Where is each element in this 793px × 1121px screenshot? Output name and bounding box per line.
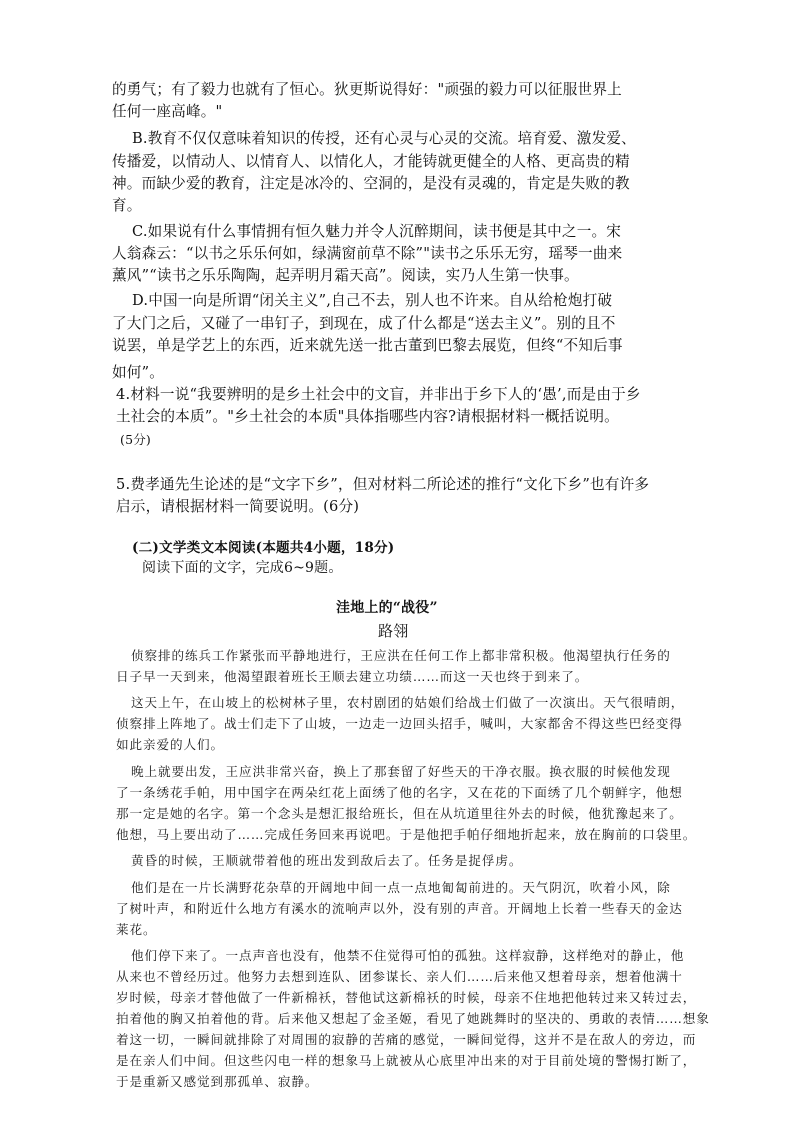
story-p6-line-7: 于是重新又感觉到那孤单、寂静。 bbox=[116, 1074, 319, 1089]
option-b-line-4: 育。 bbox=[112, 197, 142, 214]
section-instruction: 阅读下面的文字，完成6~9题。 bbox=[142, 560, 343, 576]
option-c-line-2: 人翁森云：“以书之乐乐何如，绿满窗前草不除”"读书之乐乐无穷，瑶琴一曲来 bbox=[112, 245, 623, 262]
story-p2-line-3: 如此亲爱的人们。 bbox=[116, 737, 224, 752]
story-p4-line-1: 黄昏的时候，王顺就带着他的班出发到敌后去了。任务是捉俘虏。 bbox=[131, 853, 523, 868]
story-p5-line-2: 了树叶声，和附近什么地方有溪水的流响声以外，没有别的声音。开阔地上长着一些春天的金达 bbox=[116, 901, 683, 916]
story-p5-line-3: 莱花。 bbox=[116, 922, 157, 937]
option-d-line-1: D.中国一向是所谓“闭关主义”,自己不去，别人也不许来。自从给枪炮打破 bbox=[132, 292, 613, 309]
story-p6-line-1: 他们停下来了。一点声音也没有，他禁不住觉得可怕的孤独。这样寂静，这样绝对的静止，他 bbox=[131, 948, 685, 963]
story-p1-line-2: 日子早一天到来，他渴望跟着班长王顺去建立功绩……而这一天也终于到来了。 bbox=[116, 669, 589, 684]
story-p3-line-4: 他想，马上要出动了……完成任务回来再说吧。于是他把手帕仔细地折起来，放在胸前的口袋里。 bbox=[116, 827, 697, 842]
option-c-line-3: 薰风”“读书之乐乐陶陶，起弄明月霜天高”。阅读，实乃人生第一快事。 bbox=[112, 267, 579, 284]
question-4-line-2: 土社会的本质”。"乡土社会的本质"具体指哪些内容?请根据材料一概括说明。 bbox=[116, 408, 619, 425]
option-d-line-2: 了大门之后，又碰了一串钉子，到现在，成了什么都是“送去主义”。别的且不 bbox=[112, 315, 616, 332]
story-p6-line-5: 着这一切，一瞬间就排除了对周围的寂静的苦痛的感觉，一瞬间觉得，这并不是在敌人的旁边，而 bbox=[116, 1032, 697, 1047]
story-p3-line-3: 那一定是她的名字。第一个念头是想汇报给班长，但在从坑道里往外去的时候，他犹豫起来了。 bbox=[116, 806, 683, 821]
option-b-line-1: B.教育不仅仅意味着知识的传授，还有心灵与心灵的交流。培育爱、激发爱、 bbox=[132, 130, 636, 147]
story-p6-line-6: 是在亲人们中间。但这些闪电一样的想象马上就被从心底里冲出来的对于目前处境的警惕打断了， bbox=[116, 1053, 697, 1068]
section-heading: (二)文学类文本阅读(本题共4小题，18分) bbox=[132, 540, 395, 556]
story-author: 路翎 bbox=[378, 622, 409, 640]
option-c-line-1: C.如果说有什么事情拥有恒久魅力并令人沉醉期间，读书便是其中之一。宋 bbox=[132, 223, 622, 240]
option-d-line-4: 如何”。 bbox=[112, 364, 165, 381]
story-title: 洼地上的“战役” bbox=[336, 600, 438, 616]
option-b-line-3: 神。而缺少爱的教育，注定是冰冷的、空洞的，是没有灵魂的，肯定是失败的教 bbox=[112, 175, 630, 192]
story-p6-line-3: 岁时候，母亲才替他做了一件新棉袄，替他试这新棉袄的时候，母亲不住地把他转过来又转过去， bbox=[116, 990, 697, 1005]
story-p3-line-1: 晚上就要出发，王应洪非常兴奋，换上了那套留了好些天的干净衣服。换衣服的时候他发现 bbox=[131, 764, 671, 779]
option-d-line-3: 说罢，单是学艺上的东西，近来就先送一批古董到巴黎去展览，但终“不知后事 bbox=[112, 337, 623, 354]
story-p6-line-2: 从来也不曾经历过。他努力去想到连队、团参谋长、亲人们……后来他又想着母亲，想着他满十 bbox=[116, 969, 683, 984]
story-p5-line-1: 他们是在一片长满野花杂草的开阔地中间一点一点地匍匐前进的。天气阴沉，吹着小风，除 bbox=[131, 880, 671, 895]
question-4-line-1: 4.材料一说“我要辨明的是乡土社会中的文盲，并非出于乡下人的‘愚’,而是由于乡 bbox=[116, 386, 641, 403]
story-p6-line-4: 拍着他的胸又拍着他的背。后来他又想起了金圣姬，看见了她跳舞时的坚决的、勇敢的表情……想象 bbox=[116, 1011, 710, 1026]
question-5-line-2: 启示，请根据材料一简要说明。(6分) bbox=[116, 498, 360, 515]
story-p3-line-2: 了一条绣花手帕，用中国字在两朵红花上面绣了他的名字，又在花的下面绣了几个朝鲜字，他想 bbox=[116, 785, 683, 800]
question-5-line-1: 5.费孝通先生论述的是“文字下乡”，但对材料二所论述的推行“文化下乡”也有许多 bbox=[116, 476, 650, 493]
option-a-line-1: 的勇气；有了毅力也就有了恒心。狄更斯说得好："顽强的毅力可以征服世界上 bbox=[112, 81, 622, 98]
story-p2-line-2: 侦察排上阵地了。战士们走下了山坡，一边走一边回头招手，喊叫，大家都舍不得这些巴经变得 bbox=[116, 716, 683, 731]
option-a-line-2: 任何一座高峰。" bbox=[112, 103, 223, 120]
option-b-line-2: 传播爱，以情动人、以情育人、以情化人，才能铸就更健全的人格、更高贵的精 bbox=[112, 153, 630, 170]
question-4-points: (5分) bbox=[120, 432, 152, 447]
story-p1-line-1: 侦察排的练兵工作紧张而平静地进行，王应洪在任何工作上都非常积极。他渴望执行任务的 bbox=[131, 648, 671, 663]
story-p2-line-1: 这天上午，在山坡上的松树林子里，农村剧团的姑娘们给战士们做了一次演出。天气很晴朗， bbox=[131, 695, 685, 710]
